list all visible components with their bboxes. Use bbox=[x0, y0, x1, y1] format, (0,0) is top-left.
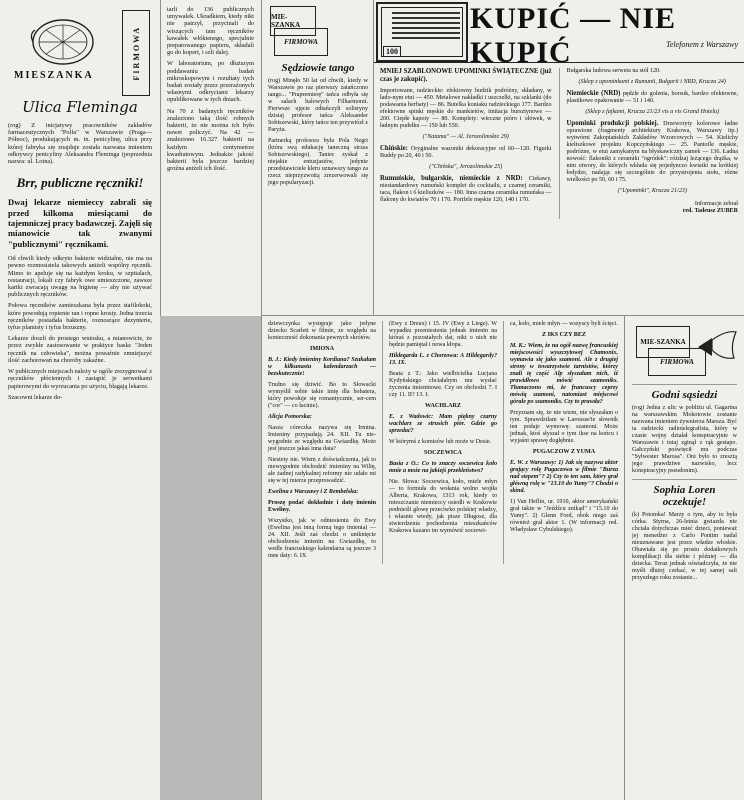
continuation-paragraph: Na 70 z badanych ręczników znaleziono taką ilość robnych bakterii, że nie można ich było nawet policzyć. Na 42 — znaleziono 16.327 bakterii na każdym centymetrze kwadratowym. Jednakże jakość bakterii była jeszcze bardziej groźna aniżeli ich ilość. bbox=[167, 107, 254, 173]
qa-col1-p1: dziewczynka występuje jako jedyne dziecko Scarlett w filmie, ze względu na konieczność dokonania pewnych skrótów. bbox=[268, 321, 376, 341]
kupic-col1-credit: ("Natama" — Al. Jerozolimskie 29) bbox=[422, 134, 509, 140]
qa-col2-heading-soczewica: SOCZEWICA bbox=[424, 450, 462, 456]
stamp-lines bbox=[392, 12, 460, 42]
qa-col2-question: E. z Wadowic: Mam piękny czarny wachlarz ze strusich piór. Gdzie go sprzedać? bbox=[389, 414, 497, 434]
kupic-col1-sec3-heading: Rumuńskie, bułgarskie, niemieckie z NRD: bbox=[380, 175, 523, 182]
section-title-sedziowie: Sędziowie tango bbox=[281, 62, 355, 74]
firmowa-badge: FIRMOWA bbox=[648, 348, 706, 376]
kupic-col2-b3-credit: ("Upominki", Krucza 21/23) bbox=[617, 188, 687, 194]
sedziowie-tango-panel bbox=[262, 0, 374, 315]
qa-col1-question-body: Proszę podać dokładnie i datę imienin Eweliny. bbox=[268, 500, 376, 513]
mieszanka-badge: MIE-SZANKA bbox=[270, 6, 316, 36]
qa-col3-heading-pugaczow: PUGACZOW Z YUMA bbox=[532, 449, 596, 455]
qa-col1-question-body: Nasza córeczka nazywa się Irmina. Imieniny przypadają 24. XII. Tu nie-wygodnie ze względu na Gwiazdkę. Może jest jeszcze jakaś inna data? bbox=[268, 425, 376, 452]
kupic-col2-b3: Drzeworyty kolorowe ładne oprawione (fragmenty architektury Krakowa, Warszawy itp.) wytwórni Zakopiańskich Zakładów Wzorcowych — 54. Kielichy kieliszkowe projektu Kopczyńskiego — 25. Pantofle męskie, podróżne, w etui zamykanym na błyskawiczny zamek — 136. Ładna nowość: flakoniki z ceramiki "ogródek": różdzaj leżącego drążka, w nim otwory, do których wkłada się pojedynczo kwiatki na krótkiej łodydze, nadając się szczególnie do przystrojenia stołu, różne wielkości po 50, 60 i 75. bbox=[566, 121, 738, 183]
body-paragraph: Połowa ręczników zamieszkana była przez stafilokoki, które powodują ropienie ran i ropne krosty. Jedna trzecia ręczników posiadała bakterie, roznoszące dezynterie, tyfus plamisty i tyfus brzuszny. bbox=[8, 302, 152, 332]
body-paragraph: W publicznych miejscach należy w ogóle zrezygnować z ręczników płóciennych i zastąpić je serwetkami papierowymi do wyrzucania po użyciu, błagają lekarze. bbox=[8, 368, 152, 390]
questions-answers-panel bbox=[262, 316, 624, 800]
qa-col2-heading-wachlarz: WACHLARZ bbox=[425, 403, 461, 409]
lead-paragraph: Dwaj lekarze niemieccy zabrali się przed kilkoma miesiącami do tajemniczej pracy badawczej. Zajęli się mianowicie tak zwanymi "publicznymi" ręcznikami. bbox=[8, 197, 152, 249]
kupic-col1-heading: MNIEJ SZABLONOWE UPOMINKI ŚWIĄTECZNE (już czas je zakupić). bbox=[380, 68, 552, 83]
qa-col2-sig: Hildegarda L. z Chorzowa: A Hildegardy? 13. IX. bbox=[389, 353, 497, 366]
firmowa-label: FIRMOWA bbox=[131, 25, 141, 81]
qa-col2-question: Basia z O.: Co to znaczy soczewica koło mnie a może na jakiejś przekleństwo? bbox=[389, 461, 497, 474]
body-signature: Szacowni lekarze do- bbox=[8, 393, 63, 401]
kupic-nie-kupic-panel bbox=[374, 0, 744, 315]
section-title-reczniki: Brr, publiczne ręczniki! bbox=[16, 175, 144, 191]
qa-col1-answer: Wszystko, jak w odniesieniu do Ewy (Ewelina jest inną formą tego imienia) — 24. XII. Jeśli zaś chodzi o uniknięcie obchodzenia imienin na Gwiazdkę, to wedle francuskiego kalendarza są jeszcze 3 inne daty: 6. IX bbox=[268, 518, 376, 559]
qa-col1-answer: Trudno się dziwić. Bo to Słowacki wymyślił sobie takie imię dla bohatera, który powołuje się romantycznie, ser-cem ("cor" — co łacinie). bbox=[268, 382, 376, 409]
qa-col1-heading-imiona: IMIONA bbox=[309, 346, 335, 352]
stamp-number: 100 bbox=[383, 46, 401, 57]
section-title-sophia-loren: Sophia Loren oczekuje! bbox=[653, 484, 716, 508]
column-divider bbox=[160, 0, 161, 316]
qa-col3-answer: 1) Van Heflin, ur. 1910, aktor amerykański grał także w "Jeźdźcu znikąd" i "15.10 do Yumy". 2) Glenn Ford, obok niego zaś również grał aktor 1. (W informacji red. Władysław Cybulskiego). bbox=[510, 499, 618, 533]
firmowa-badge: FIRMOWA bbox=[274, 28, 328, 56]
left-continuation-panel bbox=[160, 0, 261, 316]
gramophone-horn-icon bbox=[694, 328, 740, 366]
article-fleminga: (rog) Z inicjatywy pracowników zakładów farmaceutycznych "Polfa" w Warszawie (Praga—Północ), produkujących m. in. penicylinę, ulica przy której fabryka się znajduje została nazwana imieniem odkrywcy penicyliny Aleksandra Fleminga (poprzednia nazwa: ul. Lotna). bbox=[8, 122, 152, 166]
kupic-col2-b1-credit: (Sklep z upominkami z Rumunii, Bułgarii i NRD, Krucza 24) bbox=[578, 79, 726, 85]
kupic-header bbox=[374, 0, 744, 69]
body-paragraph: Lekarze doszli do prostego wniosku, a mianowicie, że przez zwykłe zastosowanie w praktyce hasła: "Jeden ręcznik na człowieka", można powaźnie zmniejszyć ilość zachorowań na choroby zakaźne. bbox=[8, 335, 152, 364]
sedziowie-paragraph: Partnerką profesora była Pola Negri (która swą edukację taneczną strzas Sobiszewskiego). Taniec zyskał z niejakie entuzjastów, jedynie przedstawiciele kleru uznawszy tango za rzecz nieprzyzwoitą zrezerwowali się jego popularyzacji. bbox=[268, 138, 368, 186]
section-title-godni-sasiedzi: Godni sąsiedzi bbox=[651, 389, 718, 401]
lemon-illustration bbox=[30, 14, 96, 70]
kupic-col1-sec2-heading: Chińskie: bbox=[380, 145, 408, 152]
kupic-title: KUPIĆ — NIE KUPIĆ bbox=[470, 2, 677, 69]
kupic-col2-b1: Bułgarska ludowa serweta na stół 120. bbox=[566, 68, 661, 74]
qa-col1-question: Alicja Pomorska: bbox=[268, 414, 312, 420]
qa-col2-p1: (Ewy z Dreux) i 15. IV (Ewy z Liege). W wypadku przeniesienia jednak imienin na któraś z pozostałych dat, nikt o nich nie będzie pamiętał i nowa kłopa. bbox=[389, 321, 497, 348]
qa-col1-answer: Niestety nie. Wiem z doświadczenia, jak to niewygodnie obchodzić imieniny na Wilię, ale żadnej radykalnej reformy nie udało mi się w tej mierze przeprowadzić. bbox=[268, 457, 376, 484]
page-title: Ulica Fleminga bbox=[22, 98, 138, 116]
godni-sasiedzi-body: (rog) Jedna z ulic w pobliżu ul. Gagarina na warszawskim Mokotowie zostanie nazwana imieniem żywnierza Marsza. Być ta radziecki radiotelegrafista, który w czasie wojny działał konspiracyjnie w Warszawie i tutaj zginął z rąk gestapo. Gałczyński poświęcił mu podczas "Sylwester Marosa". Oni było to zresztą jego prawdziwe nazwisko, lecz konspiracyjny pseudonim). bbox=[632, 405, 737, 474]
qa-col3-question: E. W. z Warszawy: 1) Jak się nazywa aktor grający rolę Pugaczowa w filmie "Burza nad stepem"? 2) Czy to ten sam, który grał główną rolę w "13.10 do Yumy"? Chodzi o skind. bbox=[510, 460, 618, 494]
right-bottom-panel bbox=[625, 316, 744, 800]
body-paragraph: Od chwili kiedy odkryto bakterie widzialne, nie ma na pewno rozmosistela takowych aniżeli wspólny ręcznik. Mimo to apeluje się na każdym kroku, w szpitalach, restauracji, lokali czy fabryk owe umieszczone, zawsze kartki zwracają uwagę na higienę — aby nie używać publicznych ręczników. bbox=[8, 255, 152, 299]
qa-col2-p2: Beata z T.: Jako wielbicielka Lucjana Kydyńskiego chciałabym mu wysłać życzenia imieninowe. Czy on obchodzi 7. I czy 11. II? 13. I. bbox=[389, 371, 497, 398]
kupic-col2-b2: pędzle do golenia, borsuk, bardzo efektowne, plastikowe opakowanie — 51 i 140. bbox=[566, 91, 738, 104]
kupic-author: red. Tadeusz ZUBER bbox=[682, 208, 738, 214]
qa-col2-answer: Nie. Słowa: Soczewica, koło, miele młyn — to formuła do wołania wolno wojtła Alberta, Krakowa, 1313 rok, kiedy to mieszczanie niemieccy osiedli w Krakowie podnieśli głowę przeciwko polskiej władzy, i własnie wtedy, jak pisze Długosz, dla stwierdzenia pochodzenia mieszkańców Krakowa kazano im wymówić soczewi- bbox=[389, 479, 497, 534]
qa-col2-answer: W którymś z komisów lub może w Desie. bbox=[389, 439, 492, 445]
kupic-col1-sec2-body: Oryginalne wazoniki dekoracyjne od 60—120. Figurki Buddy po 20, 40 i 50. bbox=[380, 146, 552, 159]
kupic-telephone-line: Telefonem z Warszawy bbox=[666, 40, 738, 49]
continuation-paragraph: W laboratorium, po dłuższym poddawaniu badań mikroskopowym i rezultaty tych badań zostały przez przerażonych własnymi odkryciami lekarzy opublikowane w tych dniach. bbox=[167, 60, 254, 104]
mieszanka-label: MIESZANKA bbox=[14, 70, 94, 81]
decorative-stamp bbox=[376, 2, 468, 62]
kupic-col1-sec3-body: Ciekawy, niestandardowy rumuński komplet do cocktailu, z czarnej ceramiki, taca, flakon i 6 kieliszków — 180. Inna czarna ceramika rumuńska — flakony do kwiatów 70 i 170. Portfele męskie 120, 140 i 170. bbox=[380, 176, 552, 203]
kupic-col1-sec2-credit: ("Chińska", Jerozolimskie 25) bbox=[429, 164, 503, 170]
continuation-paragraph: tarli do 136 publicznych umywalek. Ukradkiem, kiedy nikt nie patrzył, przycinali do wiszących tam ręczników kawałek włókienego, specjalnie preparowanego papieru, składali go do kopert, i szli dalej. bbox=[167, 6, 254, 57]
kupic-col2-b2-heading: Niemieckie (NRD) bbox=[566, 90, 621, 97]
qa-col3-answer: Przyznam się, że nie wiem, nie słyszałam o tym. Sprawdziłam w Larousse'ie słownik ten podaje wymowę: szamoni. Może jednak, ktoś słyszał o tym ikse na końcu i wyjaśni sprawę dogłębnie. bbox=[510, 410, 618, 444]
qa-col1-question: Ewelina z Warszawy i Z Rembelska: bbox=[268, 489, 359, 495]
qa-col3-heading-zikscz: Z IKS CZY BEZ bbox=[542, 332, 586, 338]
kupic-col1-body: Importowane, radzieckie: efektowny budzik podróżny, składany, w łado-nym etui — 450. Metalowe nakładki i uszczelki, na szklanki (do podawania herbaty) — 86. Butelka koniaku radzieckiego 177. Bardzo efektowne spinki męskie do mankietów, imitacja bursztynowe — 200. Ciepłe kapoty — 80. Komplety: wieczne pióro i ołówek, w ładnym pudełku — 150 lub 550. bbox=[380, 88, 552, 129]
mieszanka-firmowa-logo bbox=[8, 8, 152, 94]
sophia-loren-body: (k) Potomka! Marzy o tym, aby to była córka. Styrna, 26-letnia gwiazda nie chciała dotychczas mieć dzieci, ponieważ jej menedżer z Carlo Pontim nadal nieuznawane jest przez władze włoskie. Obawiała się po prostu dodatkowych komplikacji dla siebie i później — dla dziecka. Teraz jednak oświadczyła, że nie myśli dłużej czekać, w tej samej sali przyszłego roku zostanie... bbox=[632, 512, 737, 581]
left-column-panel bbox=[0, 0, 160, 800]
qa-col3-question: M. K.: Wiem, że na ogół nazwę francuskiej miejscowości wyszczytowej Chamonix, wymawia się jako szamoni. Ale z drugiej strony w towarzystwie tarnistów, którzy znali tę część Alp słyszałam nich, iż prawidłowo mówić szamoniks. Tłumaczono mi, że francuscy ceprzy mówią szamoni, natomiast miejscowi górale po szamoniks. Czy to prawda? bbox=[510, 343, 618, 405]
mieszanka-firmowa-logo-small bbox=[268, 4, 368, 60]
sedziowie-paragraph: (rog) Minęło 50 lat od chwili, kiedy w Warszawie po raz pierwszy zatańczono tango... "Prapremierę" tańca odbyła się w salach balowych Filharmonii. Pierwsze ujęcie odtańczyli solistyny dzisiaj profesor tańca Aleksander Sobiszewski, który tańce ten przywiózł z Paryża. bbox=[268, 78, 368, 133]
kupic-col2-b2-credit: (Sklep z fajkami, Krucza 21/23 vis a vis Grand Hotelu) bbox=[585, 109, 720, 115]
kupic-info-label: Informacje zebrał bbox=[694, 201, 738, 207]
qa-col3-p1: ca, koło, miele młyn — wszyscy byli ścięci. bbox=[510, 321, 618, 327]
firmowa-badge bbox=[122, 10, 150, 96]
mieszanka-badge: MIE-SZANKA bbox=[636, 326, 690, 358]
mieszanka-firmowa-logo-small-2 bbox=[632, 322, 737, 385]
kupic-col2-b3-heading: Upominki produkcji polskiej. bbox=[566, 120, 659, 127]
qa-col1-question: B. J.: Kiedy imieniny Kordiana? Szukałam w kilkunastu kalendarzach — bezskutecznie! bbox=[268, 357, 376, 377]
